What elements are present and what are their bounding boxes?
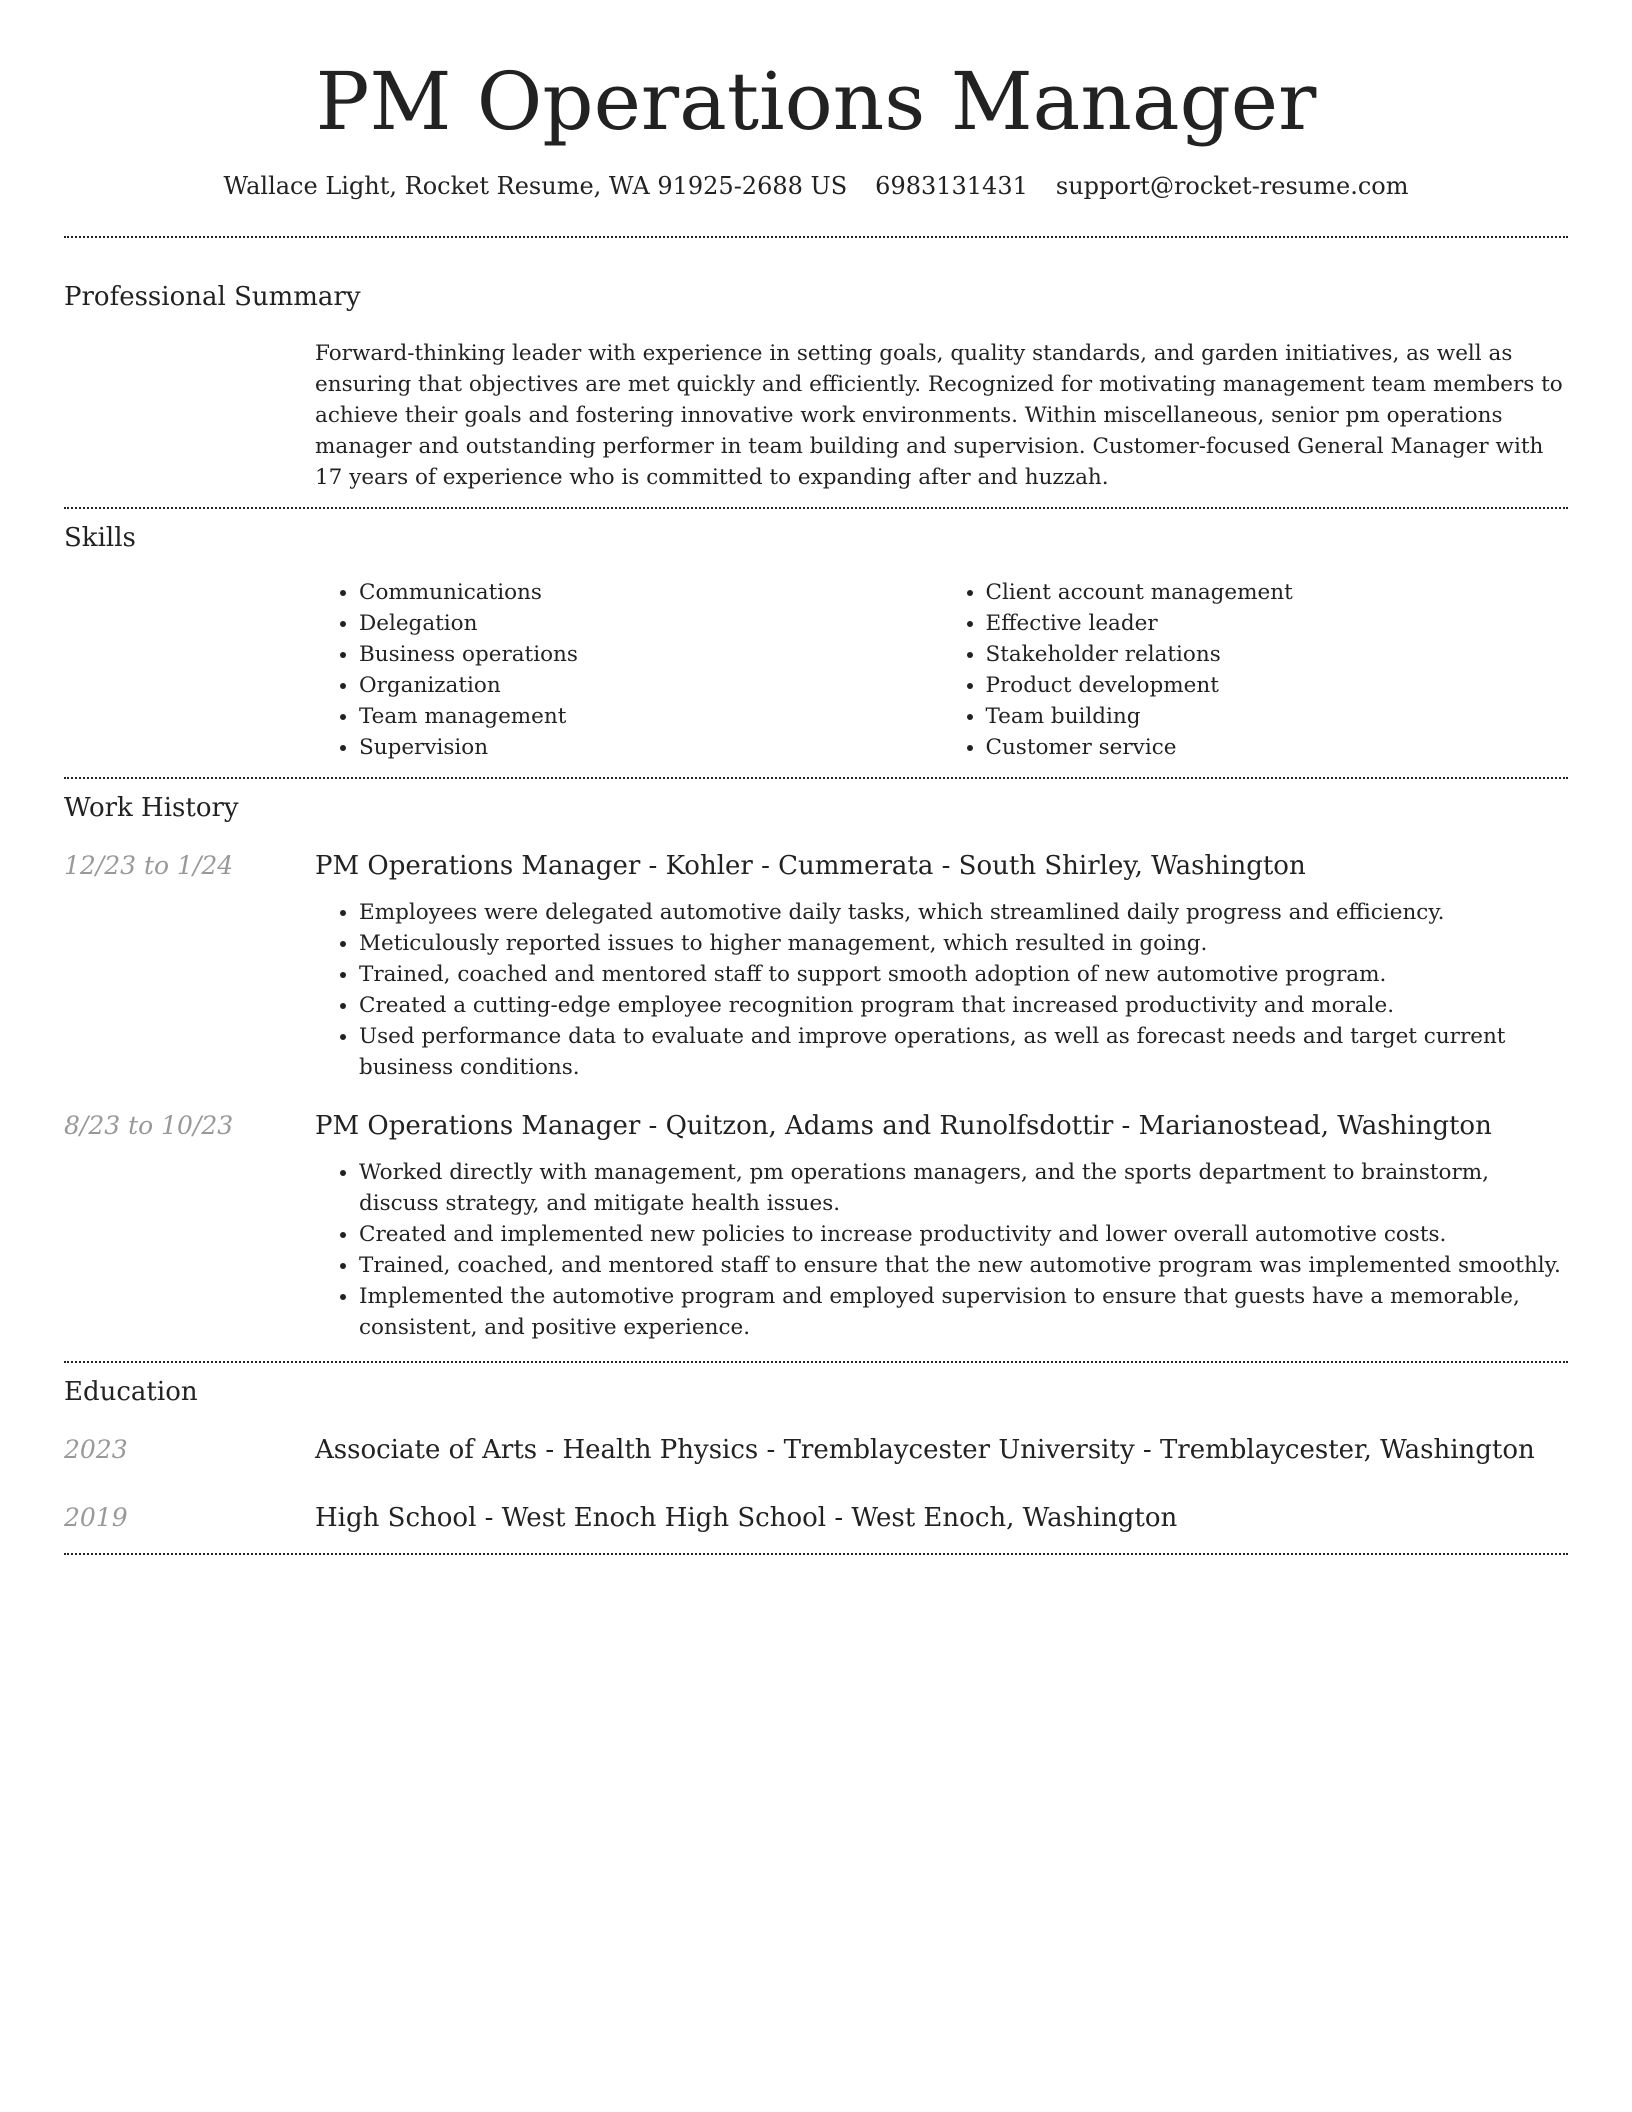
summary-section bbox=[64, 280, 1568, 493]
education-entry bbox=[64, 1501, 1568, 1535]
skill-item: • Customer service bbox=[986, 732, 1569, 763]
divider bbox=[64, 236, 1568, 238]
skill-item: • Communications bbox=[359, 577, 942, 608]
skills-list-left bbox=[315, 577, 942, 763]
resume-name: PM Operations Manager bbox=[315, 55, 1317, 148]
contact-address: Wallace Light, Rocket Resume, WA 91925-2688 US bbox=[223, 172, 848, 200]
job-details bbox=[315, 1109, 1568, 1343]
contact-phone: 6983131431 bbox=[875, 172, 1028, 200]
education-details: High School - West Enoch High School - West Enoch, Washington bbox=[315, 1503, 1178, 1533]
skill-item: • Organization bbox=[359, 670, 942, 701]
skill-item: • Team management bbox=[359, 701, 942, 732]
job-dates: 12/23 to 1/24 bbox=[64, 851, 234, 880]
skills-row bbox=[64, 577, 1568, 763]
education-entry bbox=[64, 1433, 1568, 1467]
job-dates: 8/23 to 10/23 bbox=[64, 1111, 234, 1140]
summary-spacer bbox=[64, 338, 315, 493]
job-bullet: • Worked directly with management, pm operations managers, and the sports department to brainstorm, discuss strategy, and mitigate health issues. bbox=[359, 1157, 1568, 1219]
skill-item: • Team building bbox=[986, 701, 1569, 732]
contact-line bbox=[64, 170, 1568, 202]
job-bullet: • Used performance data to evaluate and improve operations, as well as forecast needs and target current business conditions. bbox=[359, 1021, 1568, 1083]
job-bullets bbox=[315, 1157, 1568, 1343]
education-section bbox=[64, 1375, 1568, 1535]
work-section bbox=[64, 791, 1568, 1343]
skills-columns bbox=[315, 577, 1568, 763]
skill-item: • Product development bbox=[986, 670, 1569, 701]
summary-text: Forward-thinking leader with experience in setting goals, quality standards, and garden initiatives, as well as ensuring that objectives are met quickly and efficiently. Recognized for motivating management team members to achieve their goals and fostering innovative work environments. Within miscellaneous, senior pm operations manager and outstanding performer in team building and supervision. Customer-focused General Manager with 17 years of experience who is committed to expanding after and huzzah. bbox=[315, 341, 1563, 490]
skill-item: • Supervision bbox=[359, 732, 942, 763]
job-heading: PM Operations Manager - Kohler - Cummerata - South Shirley, Washington bbox=[315, 851, 1306, 881]
skill-item: • Effective leader bbox=[986, 608, 1569, 639]
skill-item: • Business operations bbox=[359, 639, 942, 670]
education-details: Associate of Arts - Health Physics - Tremblaycester University - Tremblaycester, Washington bbox=[315, 1435, 1535, 1465]
skills-section bbox=[64, 521, 1568, 763]
job-entry bbox=[64, 849, 1568, 1083]
job-details bbox=[315, 849, 1568, 1083]
summary-title: Professional Summary bbox=[64, 282, 361, 312]
skill-item: • Client account management bbox=[986, 577, 1569, 608]
job-bullet: • Trained, coached and mentored staff to support smooth adoption of new automotive program. bbox=[359, 959, 1568, 990]
divider bbox=[64, 777, 1568, 779]
education-title: Education bbox=[64, 1377, 198, 1407]
summary-row bbox=[64, 338, 1568, 493]
job-entry bbox=[64, 1109, 1568, 1343]
work-title: Work History bbox=[64, 793, 239, 823]
education-year: 2019 bbox=[64, 1503, 128, 1532]
job-bullet: • Trained, coached, and mentored staff to ensure that the new automotive program was implemented smoothly. bbox=[359, 1250, 1568, 1281]
job-bullet: • Meticulously reported issues to higher management, which resulted in going. bbox=[359, 928, 1568, 959]
skills-title: Skills bbox=[64, 523, 136, 553]
job-heading: PM Operations Manager - Quitzon, Adams and Runolfsdottir - Marianostead, Washington bbox=[315, 1111, 1492, 1141]
skills-spacer bbox=[64, 577, 315, 763]
skills-column-left bbox=[315, 577, 942, 763]
job-bullet: • Created a cutting-edge employee recognition program that increased productivity and morale. bbox=[359, 990, 1568, 1021]
resume-header bbox=[64, 0, 1568, 202]
divider bbox=[64, 1361, 1568, 1363]
skill-item: • Delegation bbox=[359, 608, 942, 639]
education-year: 2023 bbox=[64, 1435, 128, 1464]
contact-email: support@rocket-resume.com bbox=[1055, 172, 1409, 200]
job-bullets bbox=[315, 897, 1568, 1083]
job-bullet: • Implemented the automotive program and employed supervision to ensure that guests have a memorable, consistent, and positive experience. bbox=[359, 1281, 1568, 1343]
divider bbox=[64, 1553, 1568, 1555]
skills-column-right bbox=[942, 577, 1569, 763]
job-bullet: • Employees were delegated automotive daily tasks, which streamlined daily progress and efficiency. bbox=[359, 897, 1568, 928]
job-bullet: • Created and implemented new policies to increase productivity and lower overall automotive costs. bbox=[359, 1219, 1568, 1250]
divider bbox=[64, 507, 1568, 509]
skills-list-right bbox=[942, 577, 1569, 763]
skill-item: • Stakeholder relations bbox=[986, 639, 1569, 670]
